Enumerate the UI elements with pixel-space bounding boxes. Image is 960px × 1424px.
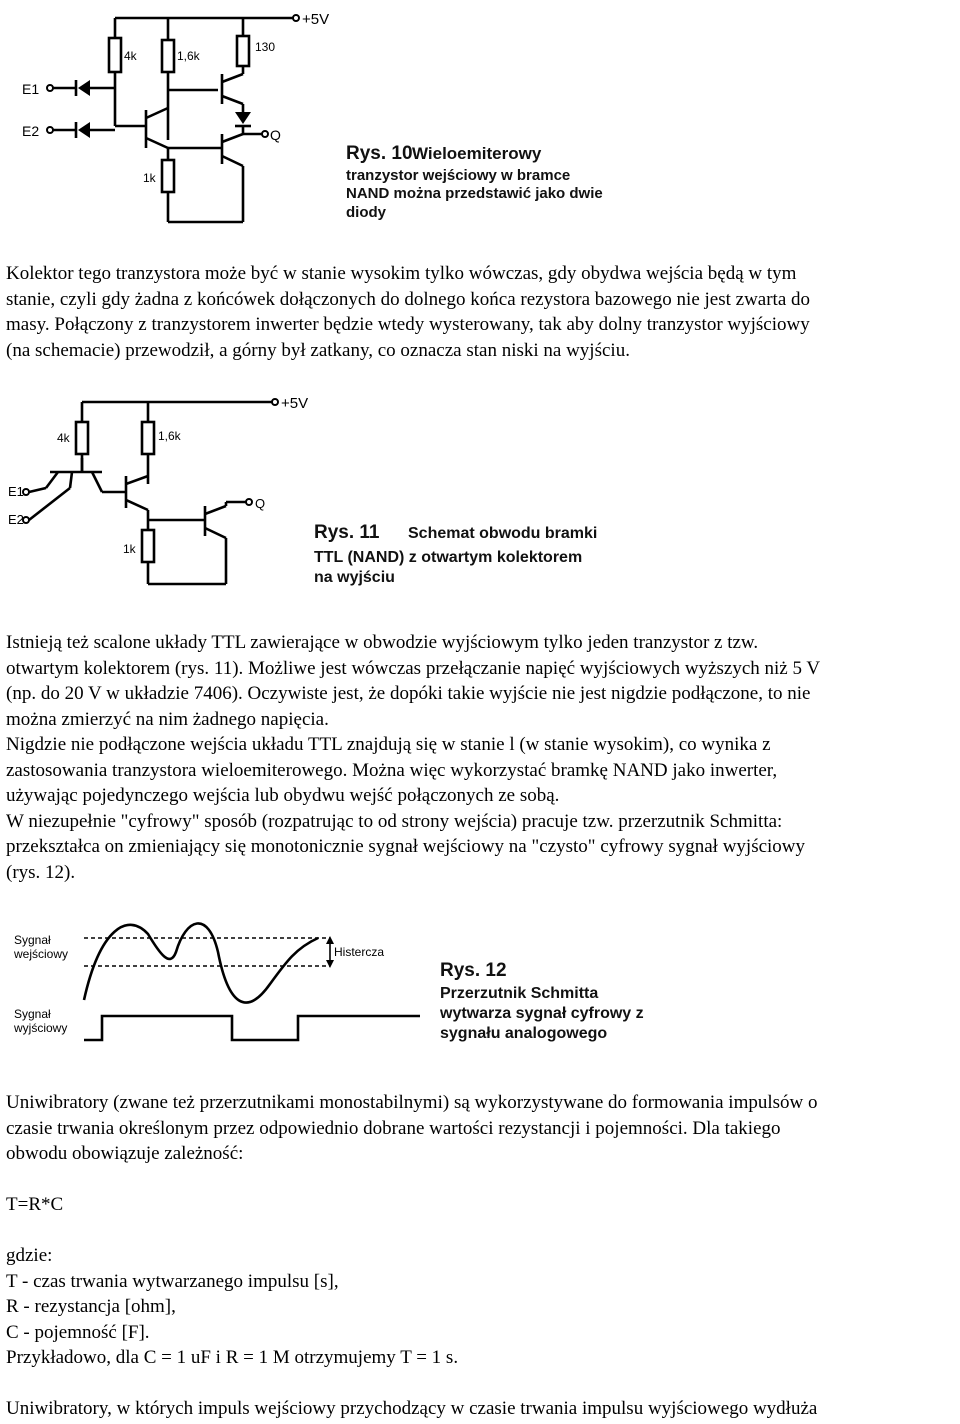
fig12-hysteresis-label: Histercza — [334, 945, 385, 959]
figure-12-waveforms — [13, 923, 420, 1040]
fig12-output-label: Sygnał — [14, 1007, 51, 1021]
text-line: otwartym kolektorem (rys. 11). Możliwe jest wówczas przełączanie napięć wyjściowych wyższych niż 5 V — [6, 657, 821, 679]
text-line: stanie, czyli gdy żadna z końcówek dołączonych do dolnego końca rezystora bazowego nie jest zwarta do — [6, 288, 811, 310]
paragraph-4 — [6, 1396, 954, 1422]
text-line: Istnieją też scalone układy TTL zawierające w obwodzie wyjściowym tylko jeden tranzystor z tzw. — [6, 632, 759, 653]
fig12-caption-number: Rys. 12 — [440, 960, 507, 981]
formula — [6, 1192, 954, 1218]
text-line: (rys. 12). — [6, 861, 76, 883]
fig10-r2-label: 1,6k — [177, 49, 200, 63]
fig10-caption-line: NAND można przedstawić jako dwie — [346, 185, 603, 202]
text-line: Nigdzie nie podłączone wejścia układu TTL znajdują się w stanie l (w stanie wysokim), co wynika z — [6, 734, 771, 755]
paragraph-1 — [6, 261, 954, 363]
fig12-output-label: wyjściowy — [14, 1021, 68, 1035]
text-line: Uniwibratory (zwane też przerzutnikami monostabilnymi) są wykorzystywane do formowania impulsów o — [6, 1092, 818, 1113]
fig11-caption-line: Schemat obwodu bramki — [408, 525, 598, 542]
fig11-in1-label: E1 — [8, 484, 24, 499]
legend-block — [6, 1243, 954, 1371]
fig11-in2-label: E2 — [8, 512, 24, 527]
figure-11-caption — [314, 522, 597, 586]
fig10-in1-label: E1 — [22, 81, 40, 97]
text-line: (np. do 20 V w układzie 7406). Oczywiste jest, że dopóki takie wyjście nie jest nigdzie podłączone, to nie — [6, 683, 811, 704]
fig10-r3-label: 130 — [255, 40, 276, 54]
text-line: Kolektor tego tranzystora może być w stanie wysokim tylko wówczas, gdy obydwa wejścia będą w tym — [6, 263, 797, 284]
figure-11-schematic — [8, 395, 308, 584]
text-line: zastosowania tranzystora wieloemiterowego. Można więc wykorzystać bramkę NAND jako inwerter, — [6, 759, 778, 781]
fig12-input-label: Sygnał — [14, 933, 51, 947]
fig10-out-label: Q — [270, 127, 281, 143]
text-line: (na schemacie) przewodził, a górny był zatkany, co oznacza stan niski na wyjściu. — [6, 339, 630, 361]
text-line: czasie trwania określonym przez odpowiednio dobrane wartości rezystancji i pojemności. Dla takiego — [6, 1117, 781, 1139]
figure-12 — [0, 908, 960, 1056]
fig10-caption-line: Wieloemiterowy — [412, 144, 542, 163]
fig10-r1-label: 4k — [124, 49, 137, 63]
fig10-r4-label: 1k — [143, 171, 156, 185]
legend-line: C - pojemność [F]. — [6, 1321, 150, 1343]
fig12-output-waveform — [84, 1016, 420, 1040]
figure-12-caption — [439, 960, 644, 1042]
figure-10 — [0, 0, 960, 232]
text-line: można zmierzyć na nim żadnego napięcia. — [6, 708, 329, 730]
fig10-caption-line: tranzystor wejściowy w bramce — [346, 167, 571, 184]
legend-line: R - rezystancja [ohm], — [6, 1296, 176, 1317]
legend-line: Przykładowo, dla C = 1 uF i R = 1 M otrzymujemy T = 1 s. — [6, 1347, 459, 1368]
fig11-out-label: Q — [255, 496, 266, 511]
fig10-in2-label: E2 — [22, 123, 40, 139]
text-line: W niezupełnie "cyfrowy" sposób (rozpatrując to od strony wejścia) pracuje tzw. przerzutnik Schmitta: — [6, 810, 783, 832]
formula-text: T=R*C — [6, 1194, 64, 1215]
figure-10-caption — [346, 143, 603, 221]
fig11-r3-label: 1k — [123, 542, 136, 556]
figure-10-schematic — [22, 11, 329, 222]
text-line: Uniwibratory, w których impuls wejściowy przychodzący w czasie trwania impulsu wyjściowego wydłuża — [6, 1398, 818, 1419]
fig10-vcc-label: +5V — [302, 11, 330, 28]
fig10-caption-number: Rys. 10 — [346, 143, 413, 164]
fig10-caption-line: diody — [346, 204, 386, 221]
paragraph-3 — [6, 1090, 954, 1167]
paragraph-2 — [6, 630, 954, 885]
fig11-vcc-label: +5V — [281, 395, 309, 412]
fig11-r2-label: 1,6k — [158, 429, 181, 443]
figure-11 — [0, 388, 960, 598]
text-line: używając pojedynczego wejścia lub obydwu wejść połączonych ze sobą. — [6, 785, 560, 806]
fig11-caption-line: TTL (NAND) z otwartym kolektorem — [314, 549, 583, 566]
fig12-caption-line: sygnału analogowego — [440, 1025, 608, 1042]
fig11-r1-label: 4k — [57, 431, 70, 445]
text-line: masy. Połączony z tranzystorem inwerter będzie wtedy wysterowany, tak aby dolny tranzystor wyjściowy — [6, 314, 810, 335]
text-line: przekształca on zmieniający się monotonicznie sygnał wejściowy na "czysto" cyfrowy sygnał wyjściowy — [6, 836, 806, 857]
legend-line: T - czas trwania wytwarzanego impulsu [s], — [6, 1270, 339, 1292]
fig11-caption-number: Rys. 11 — [314, 522, 380, 543]
gdzie-label: gdzie: — [6, 1245, 53, 1266]
text-line: obwodu obowiązuje zależność: — [6, 1143, 244, 1164]
fig12-caption-line: Przerzutnik Schmitta — [440, 985, 599, 1002]
fig12-caption-line: wytwarza sygnał cyfrowy z — [440, 1005, 644, 1022]
fig12-input-label: wejściowy — [14, 947, 69, 961]
fig12-input-waveform — [84, 923, 318, 1002]
fig11-caption-line: na wyjściu — [314, 569, 395, 586]
